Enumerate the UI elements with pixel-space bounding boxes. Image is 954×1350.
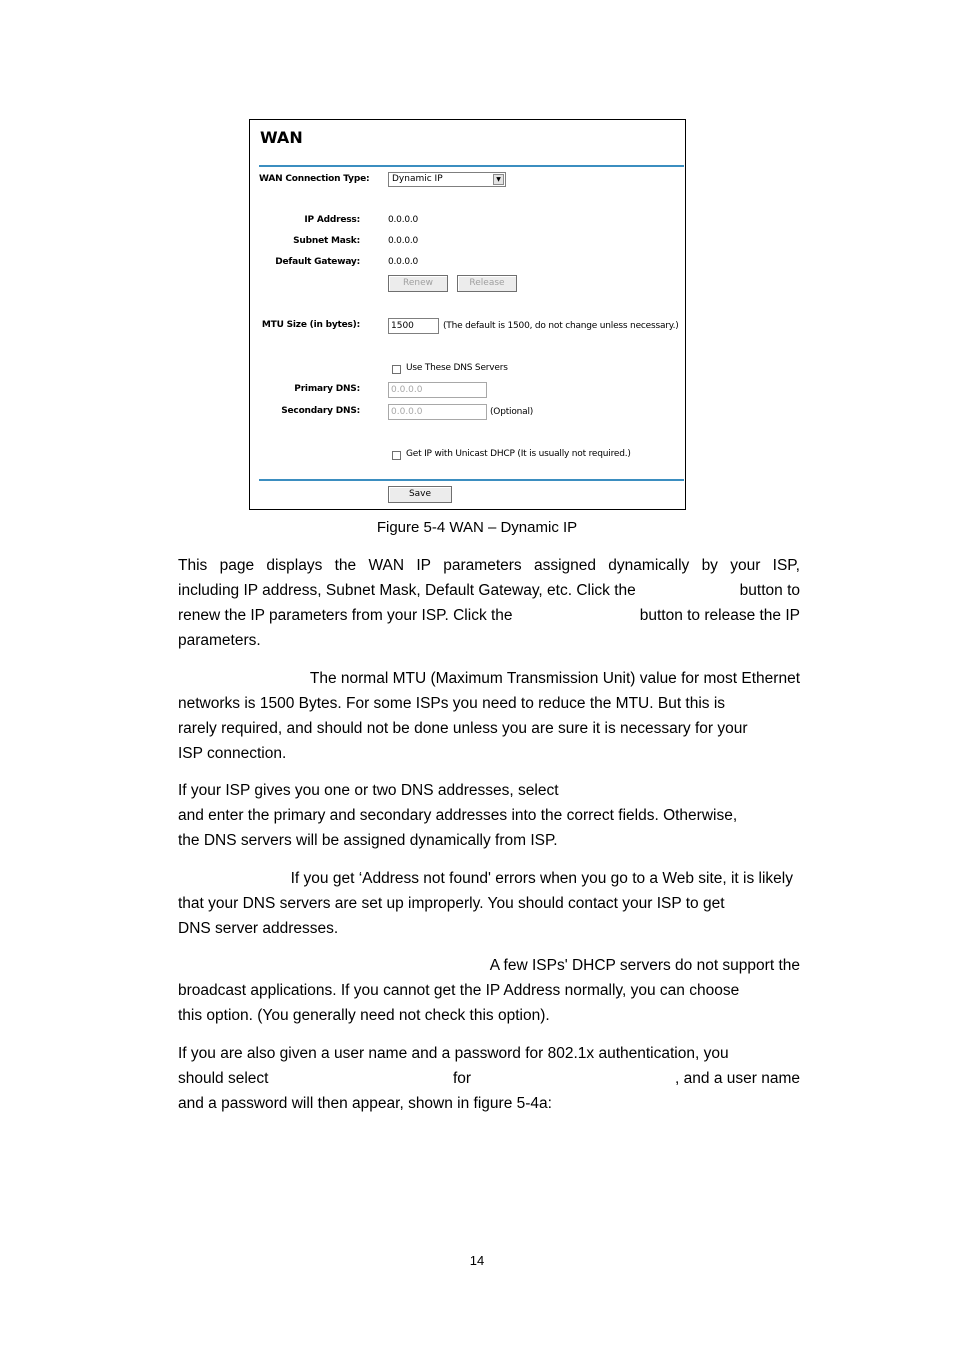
text-line: DNS server addresses. [178,920,339,937]
use-dns-checkbox[interactable] [392,365,401,374]
text-line: If you are also given a user name and a password for 802.1x authentication, you [178,1045,729,1062]
use-dns-label: Use These DNS Servers [406,363,508,373]
title-divider [259,165,684,167]
ip-address-value: 0.0.0.0 [388,215,419,225]
unicast-dhcp-checkbox[interactable] [392,451,401,460]
text-line [178,953,800,978]
text-segment: , and a user name [675,1070,800,1087]
text-line [178,866,793,891]
mtu-note: (The default is 1500, do not change unless necessary.) [443,321,679,331]
paragraph-dns [178,778,800,853]
panel-title: WAN [260,128,303,147]
mtu-size-input[interactable]: 1500 [388,318,439,334]
text-segment: should select [178,1070,269,1087]
mtu-size-label: MTU Size (in bytes): [261,320,360,330]
wan-settings-panel [249,119,686,510]
text-line: and a password will then appear, shown in figure 5-4a: [178,1095,552,1112]
paragraph-wan-ip [178,553,800,653]
text-line: parameters. [178,632,261,649]
text-segment: The normal MTU (Maximum Transmission Unit) value for most Ethernet [309,670,800,687]
ip-address-label: IP Address: [304,215,360,225]
subnet-mask-label: Subnet Mask: [293,236,360,246]
text-segment: A few ISPs' DHCP servers do not support the [489,957,800,974]
secondary-dns-input[interactable]: 0.0.0.0 [388,404,487,420]
text-segment: button to [739,582,800,599]
text-line: and enter the primary and secondary addresses into the correct fields. Otherwise, [178,807,738,824]
subnet-mask-value: 0.0.0.0 [388,236,419,246]
connection-type-select[interactable] [388,172,506,187]
paragraph-dns-note [178,866,793,941]
default-gateway-label: Default Gateway: [275,257,360,267]
secondary-dns-note: (Optional) [490,407,534,417]
paragraph-unicast [178,953,800,1028]
figure-caption: Figure 5-4 WAN – Dynamic IP [376,519,578,536]
release-button[interactable]: Release [457,275,517,292]
text-segment: renew the IP parameters from your ISP. Click the [178,607,513,624]
text-line: rarely required, and should not be done unless you are sure it is necessary for your [178,720,748,737]
text-line: If your ISP gives you one or two DNS addresses, select [178,782,559,799]
text-segment: for [453,1070,472,1087]
text-line: that your DNS servers are set up improperly. You should contact your ISP to get [178,895,725,912]
default-gateway-value: 0.0.0.0 [388,257,419,267]
text-line: the DNS servers will be assigned dynamically from ISP. [178,832,558,849]
save-button[interactable]: Save [388,486,452,503]
text-line: networks is 1500 Bytes. For some ISPs you need to reduce the MTU. But this is [178,695,726,712]
text-segment: including IP address, Subnet Mask, Default Gateway, etc. Click the [178,582,636,599]
primary-dns-input[interactable]: 0.0.0.0 [388,382,487,398]
text-line [178,603,800,628]
connection-type-value: Dynamic IP [392,174,443,184]
dropdown-arrow-icon[interactable]: ▼ [493,174,504,185]
text-line [178,1066,800,1091]
text-segment: button to release the IP [639,607,800,624]
paragraph-8021x [178,1041,800,1116]
page-number: 14 [469,1253,485,1268]
renew-button[interactable]: Renew [388,275,448,292]
paragraph-mtu [178,666,800,766]
secondary-dns-label: Secondary DNS: [281,406,360,416]
text-line [178,578,800,603]
text-line: This page displays the WAN IP parameters assigned dynamically by your ISP, [178,557,800,574]
footer-divider [259,479,684,481]
text-line: ISP connection. [178,745,287,762]
text-segment: If you get ‘Address not found' errors when you go to a Web site, it is likely [290,870,793,887]
text-line: broadcast applications. If you cannot get the IP Address normally, you can choose [178,982,740,999]
text-line: this option. (You generally need not check this option). [178,1007,550,1024]
primary-dns-label: Primary DNS: [294,384,360,394]
text-line [178,666,800,691]
unicast-dhcp-label: Get IP with Unicast DHCP (It is usually not required.) [406,449,631,459]
connection-type-label: WAN Connection Type: [259,174,370,184]
